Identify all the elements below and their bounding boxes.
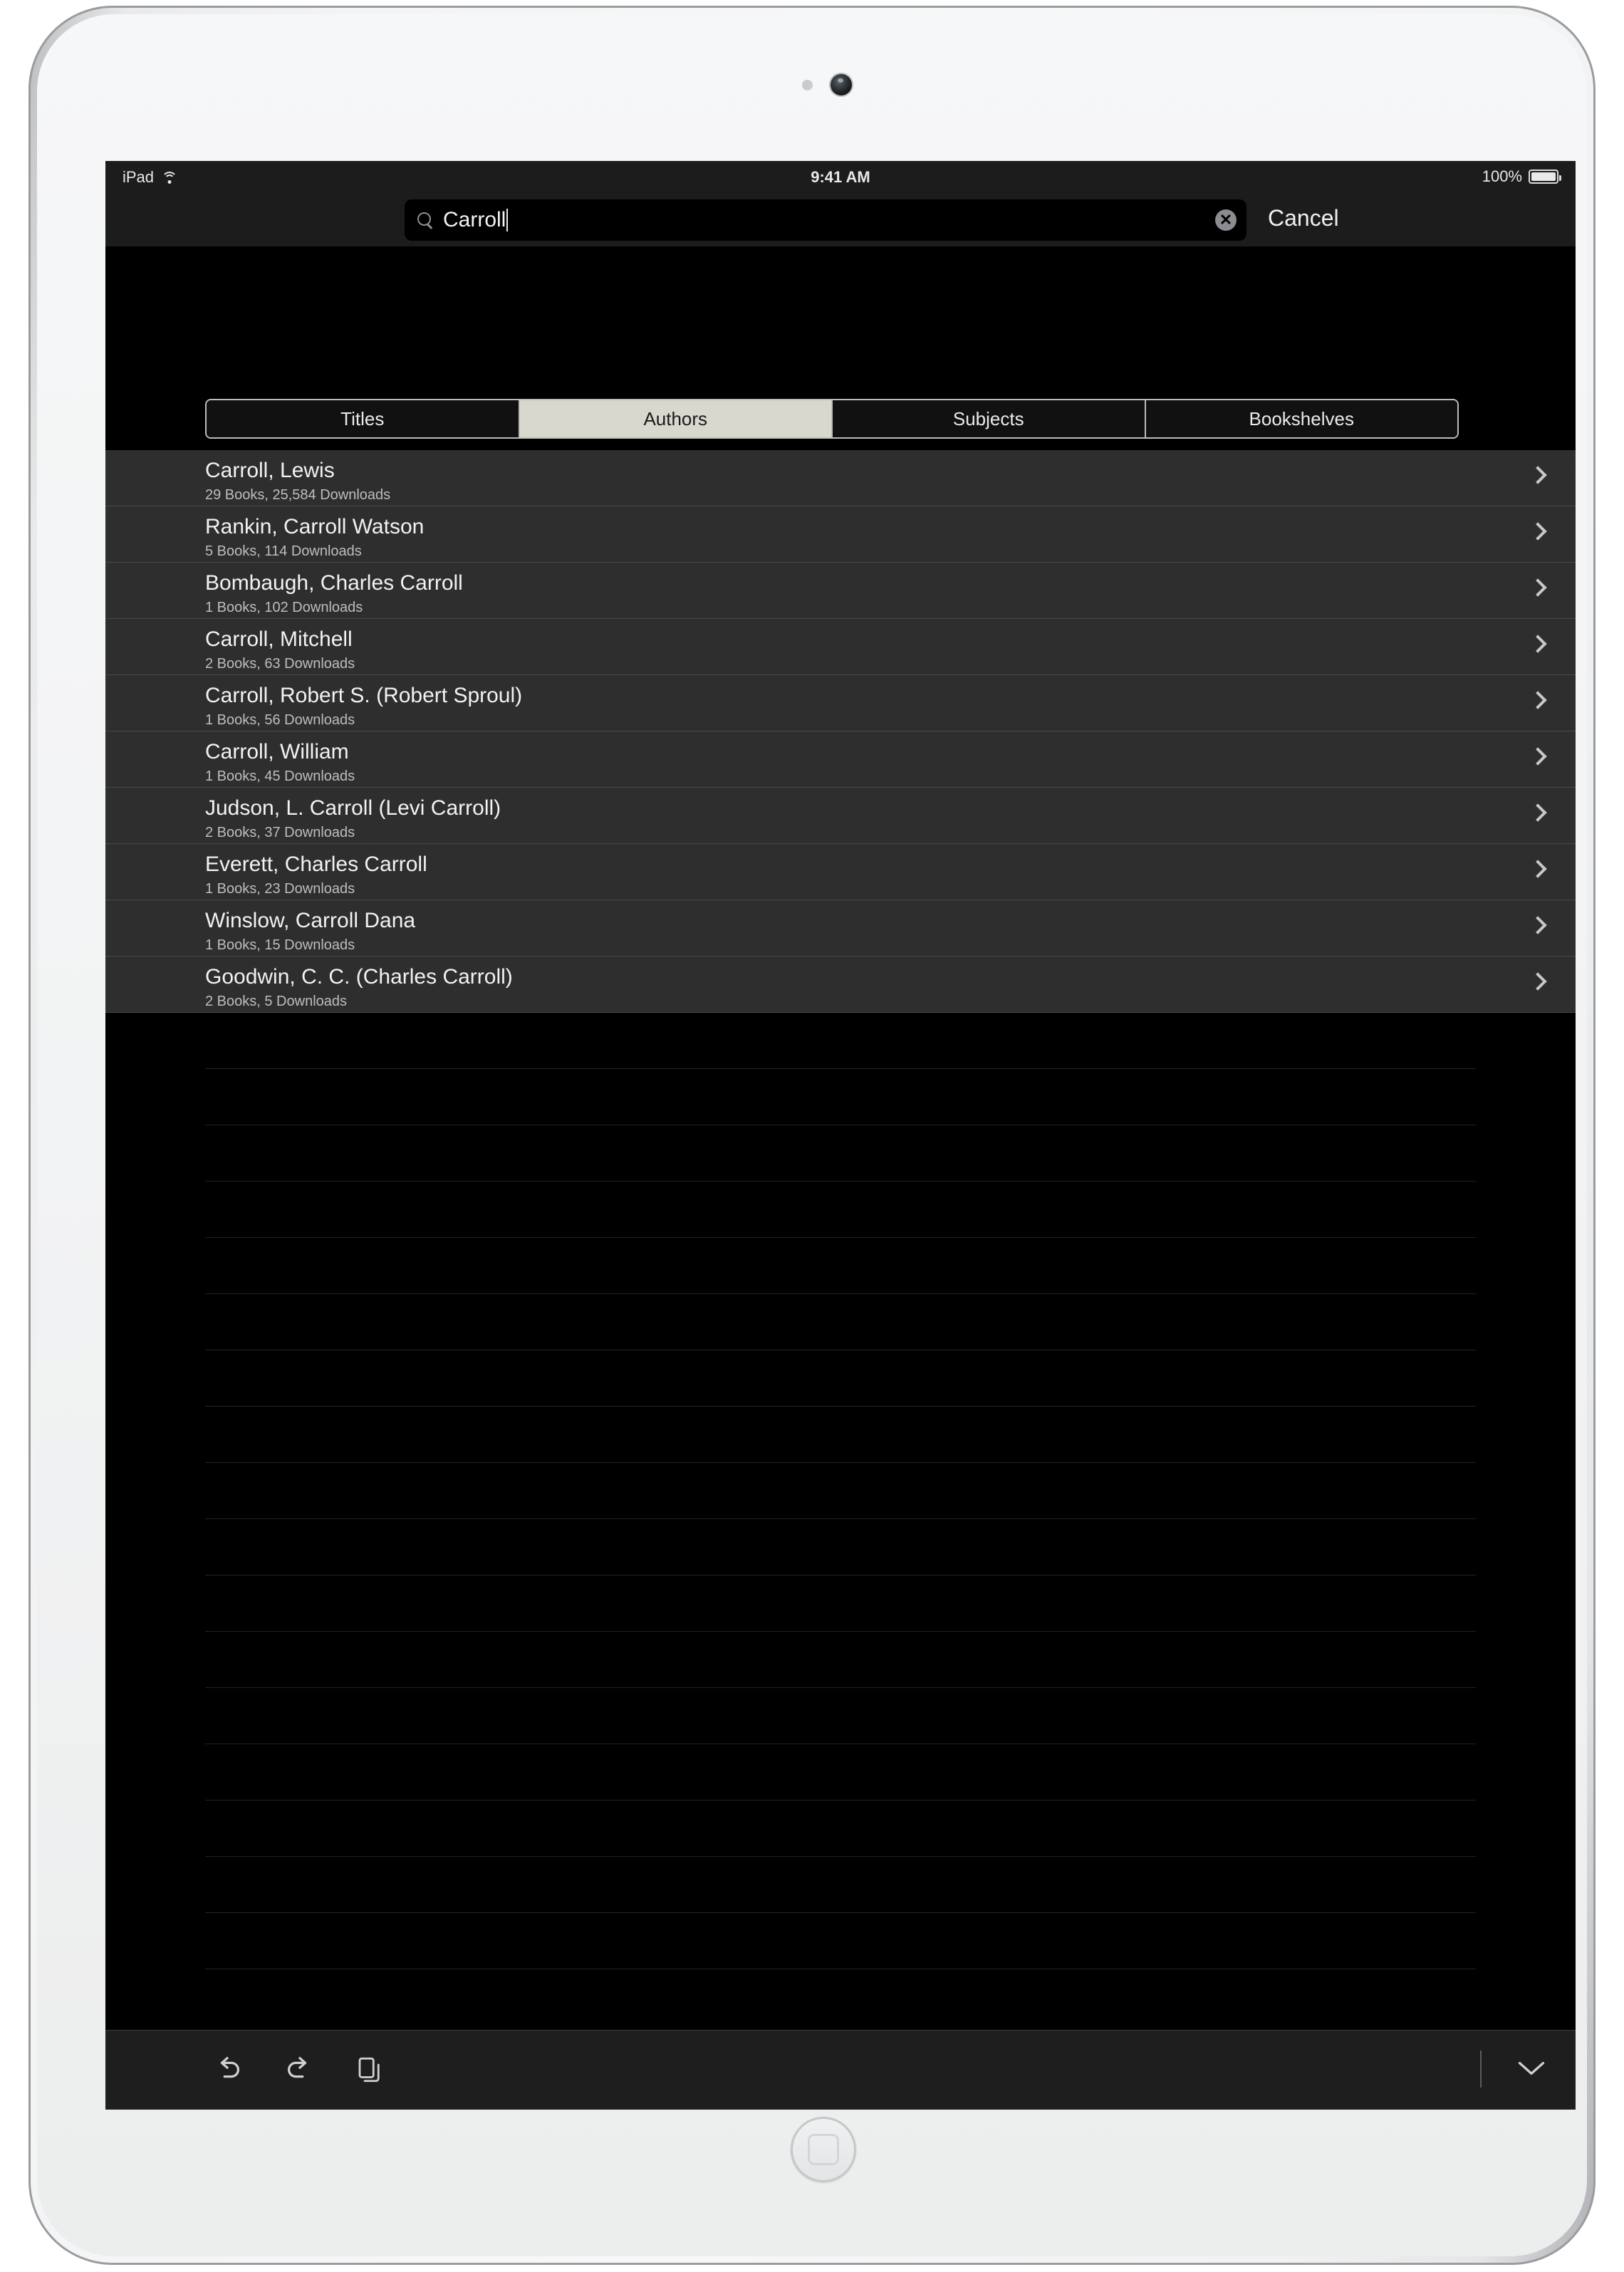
author-meta: 2 Books, 5 Downloads [205, 994, 348, 1009]
cancel-button[interactable]: Cancel [1268, 205, 1339, 231]
empty-row [205, 1801, 1476, 1857]
status-bar-clock: 9:41 AM [811, 168, 870, 186]
search-input[interactable] [405, 199, 1246, 241]
search-icon [416, 211, 434, 229]
empty-row [205, 1125, 1476, 1182]
author-meta: 29 Books, 25,584 Downloads [205, 487, 391, 503]
empty-row [205, 1350, 1476, 1407]
empty-row [205, 1744, 1476, 1801]
author-name: Judson, L. Carroll (Levi Carroll) [205, 796, 501, 820]
table-row[interactable] [105, 957, 1576, 1013]
text-caret [506, 209, 508, 231]
author-name: Carroll, Lewis [205, 459, 335, 482]
author-meta: 1 Books, 102 Downloads [205, 600, 363, 615]
table-row[interactable] [105, 844, 1576, 900]
ipad-device-frame [28, 6, 1596, 2265]
empty-row [205, 1913, 1476, 1969]
ambient-sensor [802, 80, 813, 90]
author-meta: 1 Books, 23 Downloads [205, 881, 355, 897]
scope-segmented-control[interactable] [205, 399, 1459, 439]
empty-row [205, 1575, 1476, 1632]
author-name: Goodwin, C. C. (Charles Carroll) [205, 965, 513, 989]
author-name: Rankin, Carroll Watson [205, 515, 425, 538]
table-row[interactable] [105, 506, 1576, 563]
table-row[interactable] [105, 900, 1576, 957]
chevron-right-icon [1529, 747, 1546, 765]
tab-titles[interactable]: Titles [207, 400, 520, 437]
battery-icon [1529, 170, 1558, 184]
keyboard-toolbar [105, 2030, 1576, 2110]
battery-percent-label: 100% [1482, 167, 1522, 185]
author-name: Winslow, Carroll Dana [205, 909, 416, 932]
author-name: Carroll, Robert S. (Robert Sproul) [205, 684, 523, 707]
empty-row [205, 1688, 1476, 1744]
author-name: Carroll, William [205, 740, 349, 764]
tab-subjects[interactable]: Subjects [833, 400, 1146, 437]
table-row[interactable] [105, 450, 1576, 506]
empty-list-area [105, 1013, 1576, 1979]
empty-row [205, 1857, 1476, 1913]
front-camera [831, 74, 852, 95]
empty-row [205, 1519, 1476, 1575]
empty-row [205, 1238, 1476, 1294]
chevron-right-icon [1529, 522, 1546, 540]
chevron-right-icon [1529, 972, 1546, 990]
empty-row [205, 1013, 1476, 1069]
chevron-right-icon [1529, 578, 1546, 596]
chevron-right-icon [1529, 466, 1546, 484]
tab-authors[interactable]: Authors [520, 400, 833, 437]
clear-search-icon[interactable]: ✕ [1215, 209, 1237, 231]
empty-row [205, 1463, 1476, 1519]
table-row[interactable] [105, 619, 1576, 675]
author-meta: 1 Books, 45 Downloads [205, 768, 355, 784]
author-name: Bombaugh, Charles Carroll [205, 571, 463, 595]
tab-bookshelves[interactable]: Bookshelves [1146, 400, 1458, 437]
empty-row [205, 1069, 1476, 1125]
chevron-right-icon [1529, 916, 1546, 934]
chevron-down-icon[interactable] [1516, 2059, 1541, 2073]
chevron-right-icon [1529, 635, 1546, 652]
author-meta: 1 Books, 15 Downloads [205, 937, 355, 953]
chevron-right-icon [1529, 691, 1546, 709]
author-meta: 2 Books, 37 Downloads [205, 825, 355, 840]
camera-lens-glint [838, 78, 843, 83]
redo-icon[interactable] [282, 2053, 315, 2090]
chevron-right-icon [1529, 803, 1546, 821]
device-label: iPad [123, 168, 155, 186]
author-name: Carroll, Mitchell [205, 627, 353, 651]
empty-row [205, 1407, 1476, 1463]
status-bar-right [1482, 167, 1558, 186]
undo-icon[interactable] [212, 2053, 245, 2090]
table-row[interactable] [105, 563, 1576, 619]
author-meta: 1 Books, 56 Downloads [205, 712, 355, 728]
copy-icon[interactable] [355, 2053, 385, 2090]
chevron-right-icon [1529, 860, 1546, 877]
author-meta: 2 Books, 63 Downloads [205, 656, 355, 672]
status-bar [105, 161, 1576, 192]
ipad-screen [105, 161, 1576, 2110]
table-row[interactable] [105, 731, 1576, 788]
table-row[interactable] [105, 788, 1576, 844]
empty-row [205, 1182, 1476, 1238]
author-name: Everett, Charles Carroll [205, 853, 427, 876]
author-meta: 5 Books, 114 Downloads [205, 543, 362, 559]
toolbar-divider [1480, 2050, 1482, 2088]
search-results-list [105, 450, 1576, 1013]
home-button-square-icon [808, 2134, 839, 2165]
empty-row [205, 1632, 1476, 1688]
table-row[interactable] [105, 675, 1576, 731]
empty-row [205, 1294, 1476, 1350]
search-input-value: Carroll [443, 208, 506, 231]
